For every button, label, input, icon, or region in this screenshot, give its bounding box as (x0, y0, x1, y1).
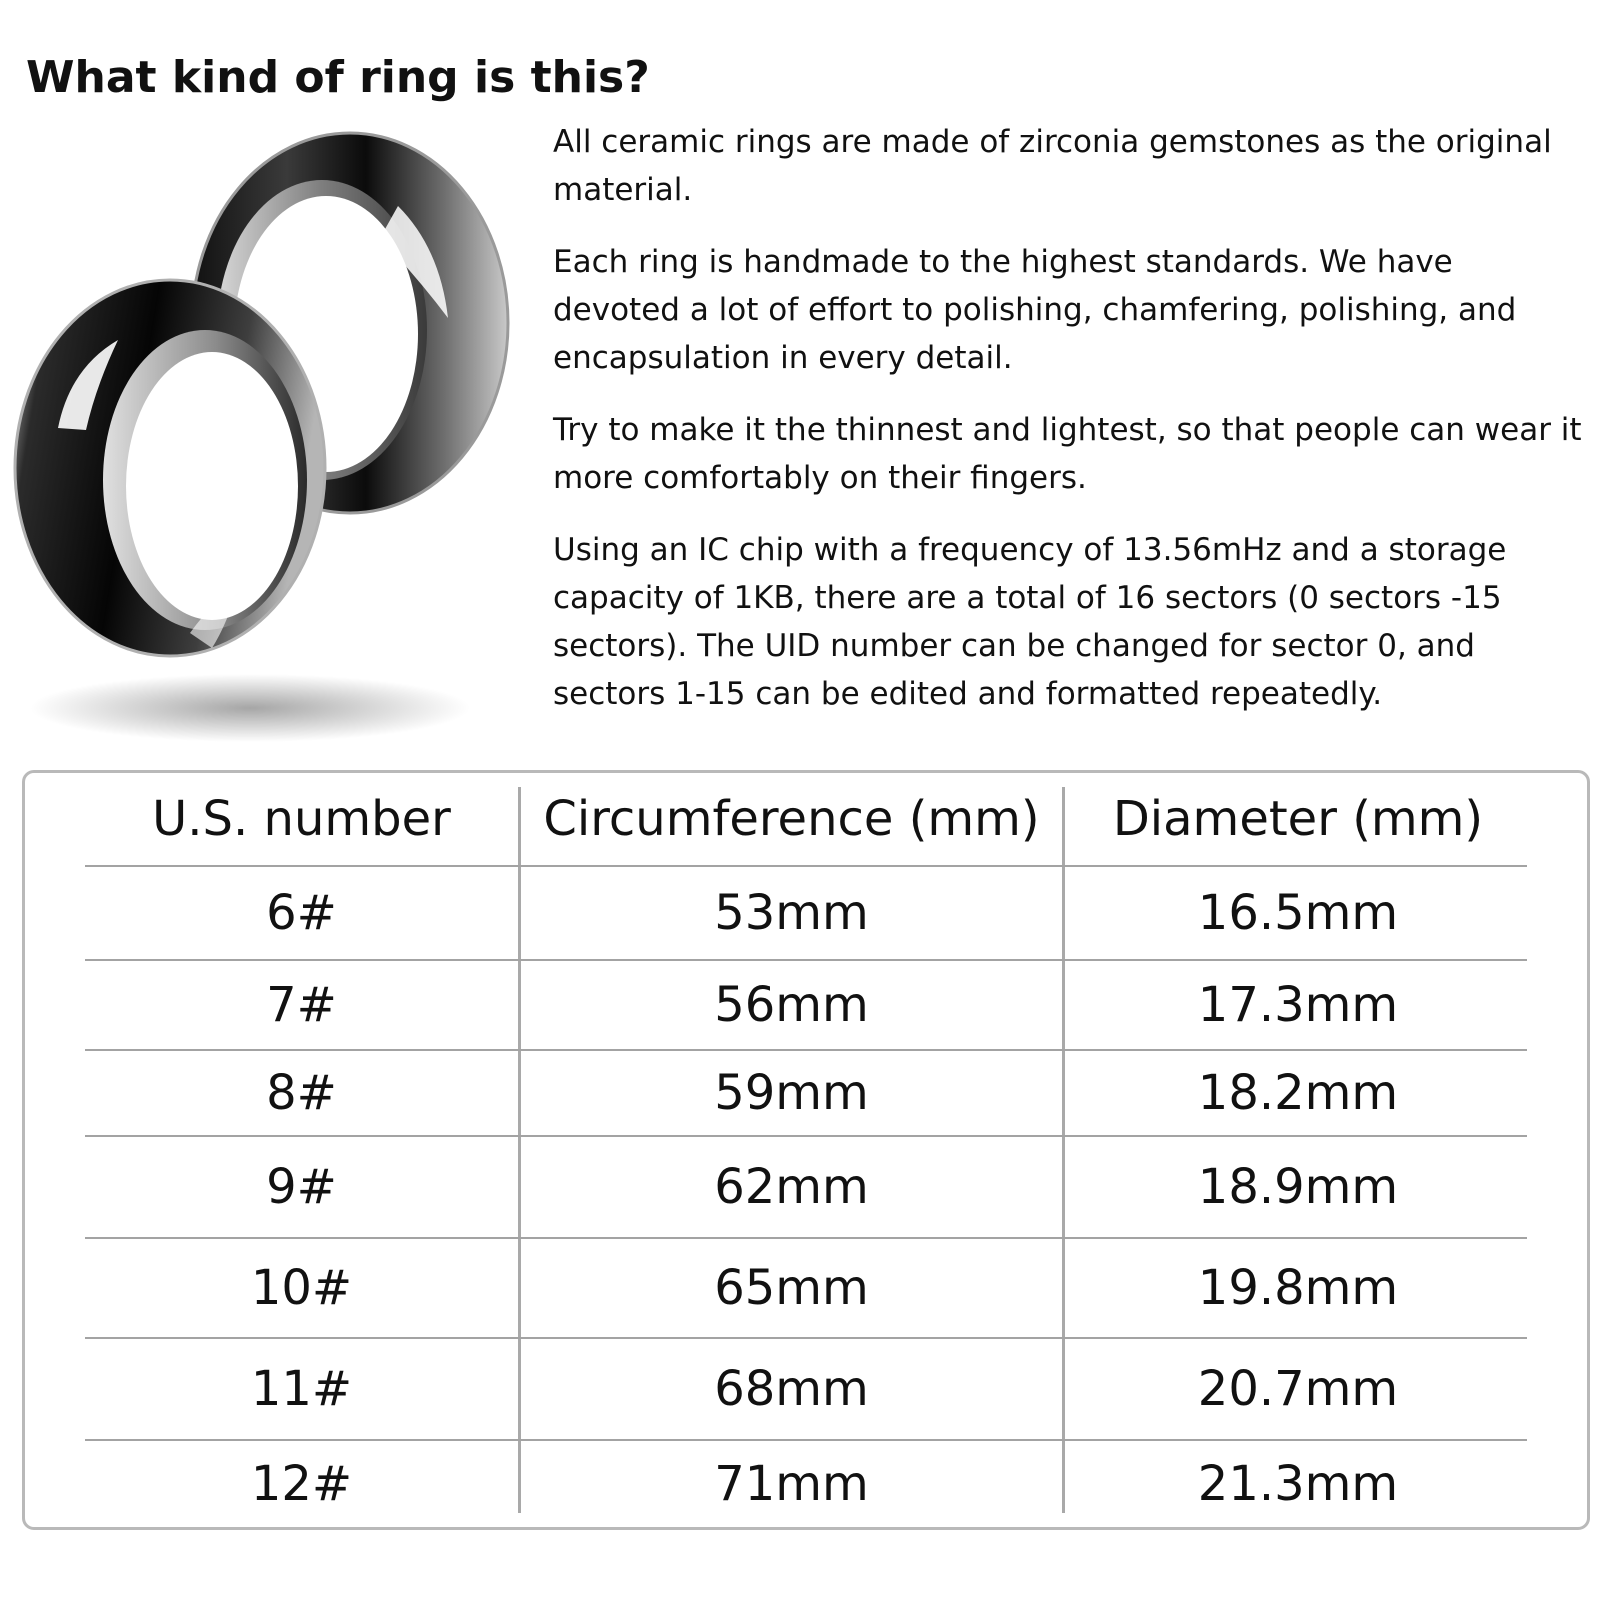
table-cell-size: 6# (266, 885, 337, 941)
table-cell-diameter: 20.7mm (1197, 1361, 1399, 1417)
ring-size-table (22, 770, 1590, 1530)
table-cell-diameter: 19.8mm (1197, 1260, 1399, 1316)
table-cell-circumference: 68mm (714, 1361, 869, 1417)
ring-description (553, 118, 1583, 742)
front-ring (15, 280, 325, 656)
table-cell-diameter: 18.9mm (1197, 1159, 1399, 1215)
header-us-number: U.S. number (152, 791, 451, 847)
table-cell-diameter: 21.3mm (1197, 1456, 1399, 1512)
description-paragraph: All ceramic rings are made of zirconia gemstones as the original material. (553, 124, 1552, 208)
ring-shadow (30, 674, 470, 742)
table-cell-circumference: 53mm (714, 885, 869, 941)
header-circumference: Circumference (mm) (543, 791, 1040, 847)
description-paragraph: Each ring is handmade to the highest standards. We have devoted a lot of effort to polishing, chamfering, polishing, and encapsulation in every detail. (553, 244, 1517, 376)
table-cell-circumference: 56mm (714, 977, 869, 1033)
table-cell-circumference: 65mm (714, 1260, 869, 1316)
table-cell-size: 10# (250, 1260, 353, 1316)
description-paragraph: Using an IC chip with a frequency of 13.56mHz and a storage capacity of 1KB, there are a total of 16 sectors (0 sectors -15 sectors). The UID number can be changed for sector 0, and sectors 1-15 can be edited and formatted repeatedly. (553, 532, 1507, 712)
header-diameter: Diameter (mm) (1112, 791, 1484, 847)
table-cell-size: 9# (266, 1159, 337, 1215)
table-cell-size: 7# (266, 977, 337, 1033)
page-title: What kind of ring is this? (26, 52, 650, 103)
table-cell-size: 11# (250, 1361, 353, 1417)
description-paragraph: Try to make it the thinnest and lightest, so that people can wear it more comfortably on their fingers. (553, 412, 1582, 496)
table-cell-diameter: 18.2mm (1197, 1065, 1399, 1121)
table-cell-size: 8# (266, 1065, 337, 1121)
table-cell-circumference: 71mm (714, 1456, 869, 1512)
table-cell-circumference: 59mm (714, 1065, 869, 1121)
table-cell-diameter: 17.3mm (1197, 977, 1399, 1033)
table-cell-size: 12# (250, 1456, 353, 1512)
rings-illustration (0, 118, 530, 758)
table-cell-diameter: 16.5mm (1197, 885, 1399, 941)
table-cell-circumference: 62mm (714, 1159, 869, 1215)
ring-product-image (0, 118, 530, 758)
